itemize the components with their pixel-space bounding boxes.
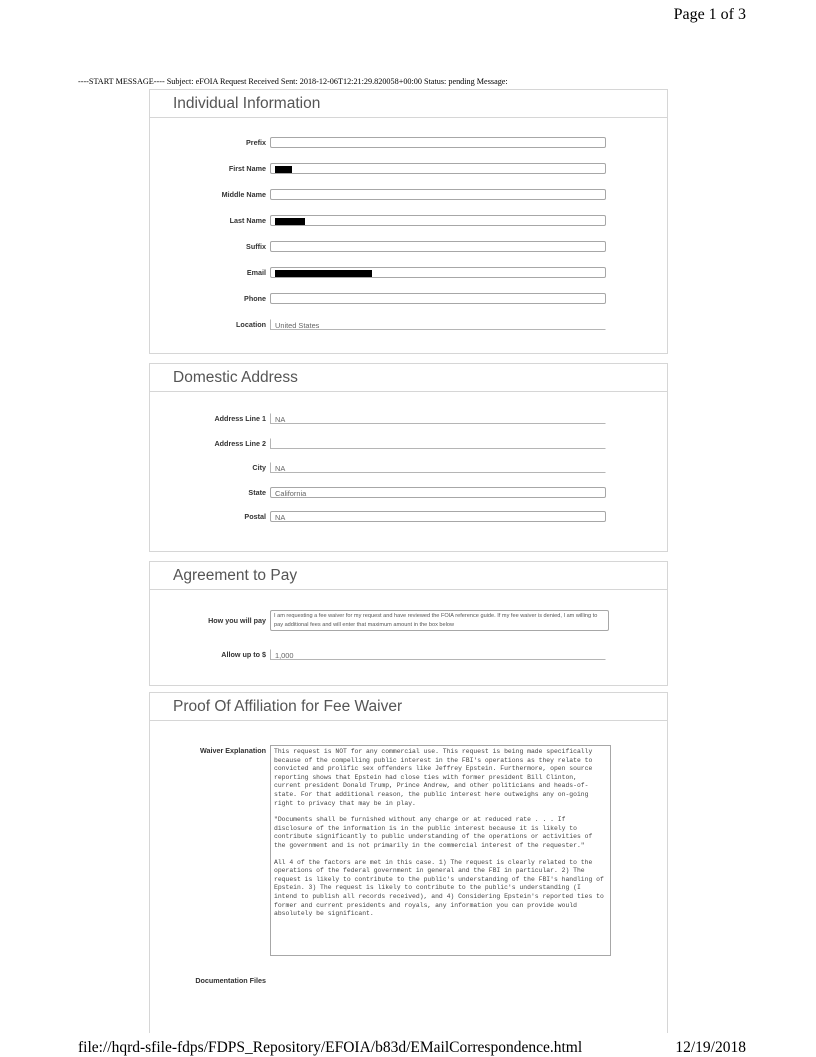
email-row	[150, 267, 667, 281]
email-label: Email	[246, 268, 266, 277]
waiver-explanation-textarea[interactable]	[270, 745, 611, 956]
waiver-paragraph: This request is NOT for any commercial use. This request is being made specifically because of the compelling public interest in the FBI's operations as they relate to convicted and prolific sex offenders like Jeffrey Epstein. Furthermore, open source reporting shows that Epstein had close ties with former president Bill Clinton, current president Donald Trump, Prince Andrew, and other politicians and heads-of-state. For that additional reason, the public interest here outweighs any on-going right to privacy that may be in play.	[274, 748, 593, 807]
middle-name-row	[150, 189, 667, 203]
waiver-explanation-row	[150, 745, 667, 918]
proof-of-affiliation-panel	[149, 692, 668, 1033]
phone-row	[150, 293, 667, 307]
allow-up-to-row	[150, 649, 667, 663]
agreement-to-pay-title: Agreement to Pay	[150, 562, 667, 590]
city-label: City	[252, 463, 266, 472]
individual-information-panel	[149, 89, 668, 354]
last-name-label: Last Name	[229, 216, 266, 225]
state-field[interactable]: California	[270, 487, 606, 498]
first-name-label: First Name	[228, 164, 266, 173]
address-line-1-label: Address Line 1	[214, 414, 266, 423]
location-field[interactable]: United States	[270, 319, 606, 330]
waiver-paragraph: "Documents shall be furnished without any charge or at reduced rate . . . If disclosure of the information is in the public interest because it is likely to contribute significantly to public understanding of the operations or activities of the government and is not primarily in the commercial interest of the requester."	[274, 816, 593, 849]
page-number-header: Page 1 of 3	[673, 6, 746, 23]
phone-field[interactable]	[270, 293, 606, 304]
last-name-field[interactable]	[270, 215, 606, 226]
middle-name-field[interactable]	[270, 189, 606, 200]
first-name-field[interactable]	[270, 163, 606, 174]
individual-information-title: Individual Information	[150, 90, 667, 118]
location-row	[150, 319, 667, 333]
redaction-bar	[275, 218, 305, 225]
suffix-field[interactable]	[270, 241, 606, 252]
domestic-address-panel	[149, 363, 668, 552]
address-line-2-row	[150, 438, 667, 452]
prefix-label: Prefix	[246, 138, 266, 147]
postal-field[interactable]: NA	[270, 511, 606, 522]
middle-name-label: Middle Name	[221, 190, 266, 199]
agreement-to-pay-panel	[149, 561, 668, 686]
state-row	[150, 487, 667, 501]
footer-file-path: file://hqrd-sfile-fdps/FDPS_Repository/EFOIA/b83d/EMailCorrespondence.html	[78, 1039, 583, 1056]
waiver-paragraph: All 4 of the factors are met in this case. 1) The request is clearly related to the operations of the federal government in general and the FBI in particular. 2) The request is likely to contribute to the public's understanding of the FBI's handling of Epstein. 3) The request is likely to contribute to the public's understanding (I intend to publish all records received), and 4) Considering Epstein's reported ties to former and current presidents and royals, any information you can provide would absolutely be significant.	[274, 858, 604, 918]
redaction-bar	[275, 270, 372, 277]
last-name-row	[150, 215, 667, 229]
message-header-line: ----START MESSAGE---- Subject: eFOIA Request Received Sent: 2018-12-06T12:21:29.820058+00:00 Status: pending Message:	[78, 77, 508, 86]
how-you-will-pay-label: How you will pay	[208, 616, 266, 625]
location-label: Location	[236, 320, 266, 329]
postal-row	[150, 511, 667, 525]
city-row	[150, 462, 667, 476]
documentation-files-row	[150, 975, 667, 989]
footer-date: 12/19/2018	[675, 1039, 746, 1056]
redaction-bar	[275, 166, 292, 173]
state-label: State	[248, 487, 266, 497]
documentation-files-label: Documentation Files	[195, 976, 266, 985]
suffix-label: Suffix	[246, 242, 266, 251]
address-line-2-field[interactable]	[270, 438, 606, 449]
allow-up-to-label: Allow up to $	[221, 650, 266, 659]
address-line-1-field[interactable]: NA	[270, 413, 606, 424]
postal-label: Postal	[244, 512, 266, 521]
how-you-will-pay-row	[150, 610, 667, 628]
prefix-field[interactable]	[270, 137, 606, 148]
address-line-2-label: Address Line 2	[214, 438, 266, 448]
phone-label: Phone	[244, 294, 266, 303]
prefix-row	[150, 137, 667, 151]
suffix-row	[150, 241, 667, 255]
allow-up-to-field[interactable]: 1,000	[270, 649, 606, 660]
first-name-row	[150, 163, 667, 177]
proof-of-affiliation-title: Proof Of Affiliation for Fee Waiver	[150, 693, 667, 721]
waiver-explanation-label: Waiver Explanation	[199, 746, 266, 755]
city-field[interactable]: NA	[270, 462, 606, 473]
email-field[interactable]	[270, 267, 606, 278]
domestic-address-title: Domestic Address	[150, 364, 667, 392]
address-line-1-row	[150, 413, 667, 427]
how-you-will-pay-field[interactable]: I am requesting a fee waiver for my request and have reviewed the FOIA reference guide. If my fee waiver is denied, I am willing to pay additional fees and will enter that maximum amount in the box below	[270, 610, 609, 631]
